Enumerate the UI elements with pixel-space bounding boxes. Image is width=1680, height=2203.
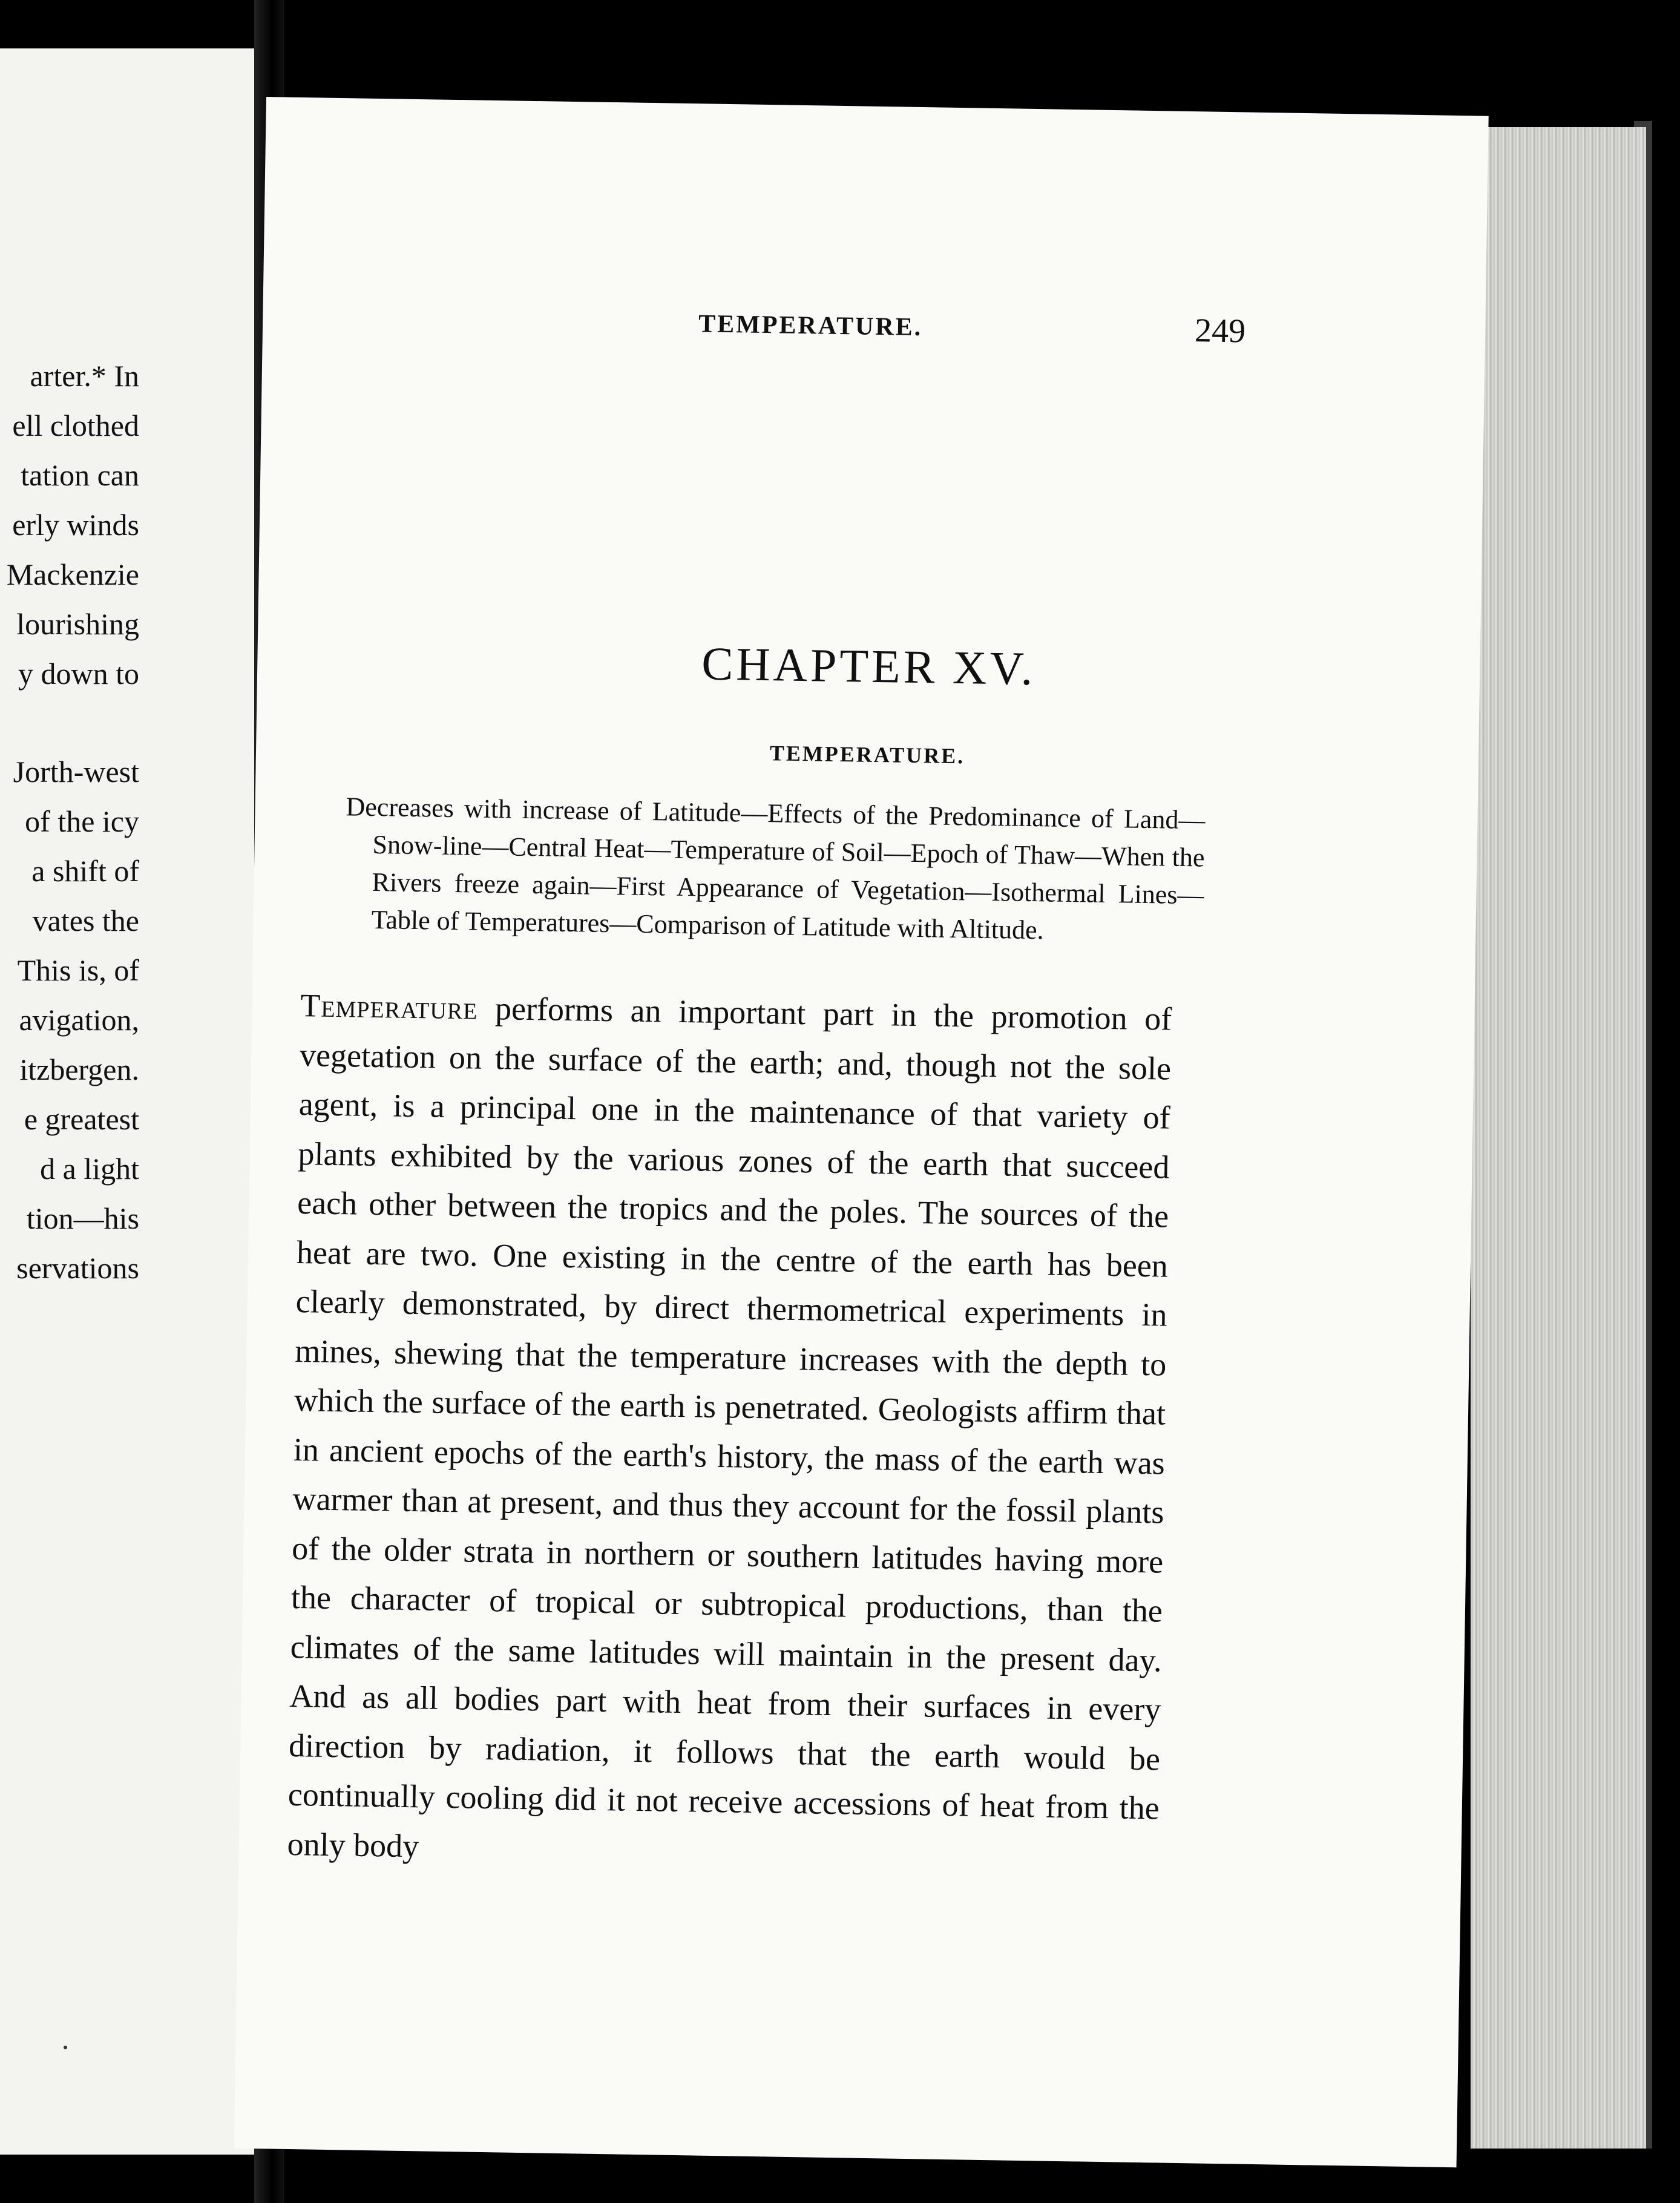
left-page-text <box>0 351 266 1293</box>
left-line: avigation, <box>19 1003 139 1037</box>
left-page <box>0 48 266 2155</box>
chapter-title: CHAPTER XV. <box>701 637 1036 695</box>
left-line: Jorth-west <box>13 755 139 789</box>
left-line: This is, of <box>17 953 139 987</box>
chapter-synopsis: Decreases with increase of Latitude—Effects of the Predominance of Land—Snow-line—Central Heat—Temperature of Soil—Epoch of Thaw—When the Rivers freeze again—First Appearance of Vegetation—Isothermal Lines—Table of Temperatures—Comparison of Latitude with Altitude. <box>346 792 1206 945</box>
left-line: e greatest <box>24 1102 139 1136</box>
left-line: tation can <box>21 458 139 492</box>
speck <box>64 2046 67 2049</box>
paragraph-text: performs an important part in the promotion of vegetation on the surface of the earth; and, though not the sole agent, is a principal one in the maintenance of that variety of plants exhibited by the various zones of the earth that succeed each other between the tropics and the poles. The sources of the heat are two. One existing in the centre of the earth has been clearly demonstrated, by direct thermometrical experiments in mines, shewing that the temperature increases with the depth to which the surface of the earth is penetrated. Geologists affirm that in ancient epochs of the earth's history, the mass of the earth was warmer than at present, and thus they account for the fossil plants of the older strata in northern or southern latitudes having more the character of tropical or subtropical productions, than the climates of the same latitudes will maintain in the present day. And as all bodies part with heat from their surfaces in every direction by radiation, it follows that the earth would be continually cooling did it not receive accessions of heat from the only body <box>287 990 1172 1864</box>
left-line: d a light <box>40 1152 139 1186</box>
left-line: lourishing <box>16 607 139 641</box>
chapter-subtitle: TEMPERATURE. <box>769 741 965 769</box>
left-line: of the icy <box>25 804 139 838</box>
left-line: a shift of <box>31 854 139 888</box>
left-line: y down to <box>18 657 139 691</box>
left-line: vates the <box>32 904 139 937</box>
left-line: itzbergen. <box>19 1052 139 1086</box>
left-line: erly winds <box>12 508 139 542</box>
running-head: TEMPERATURE. <box>698 310 923 342</box>
left-line: Mackenzie <box>6 557 139 591</box>
left-line: arter.* In <box>30 359 139 393</box>
page-number: 249 <box>1194 312 1246 350</box>
body-paragraph <box>287 981 1172 1882</box>
left-line: ell clothed <box>12 409 139 442</box>
page-block-edge <box>1471 127 1646 2149</box>
left-line: tion—his <box>26 1201 139 1235</box>
paragraph-lead-word: Temperature <box>300 987 478 1026</box>
right-page <box>234 97 1489 2167</box>
left-line: servations <box>16 1251 139 1285</box>
